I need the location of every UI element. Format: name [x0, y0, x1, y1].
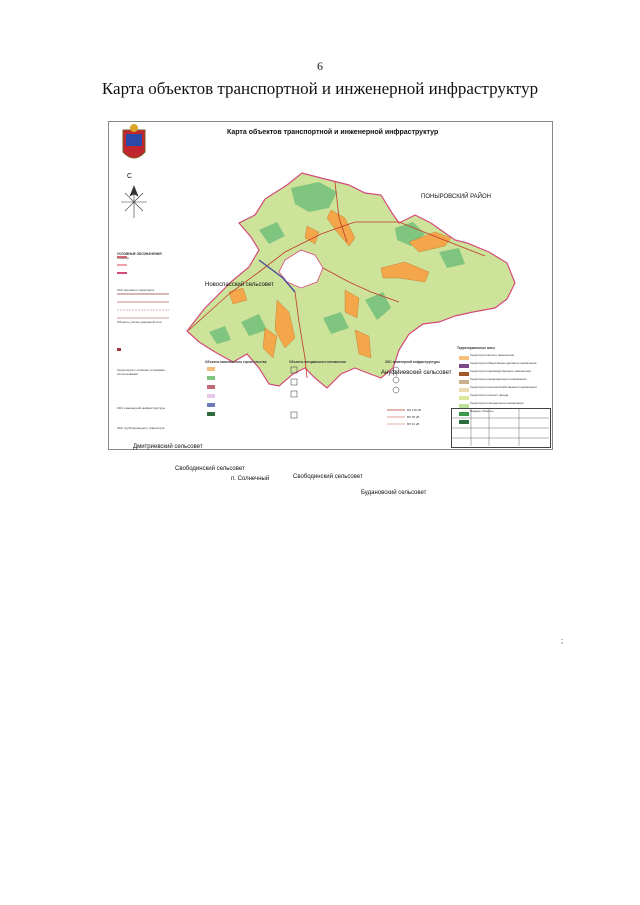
- area-label-novospassky: Новоспасский сельсовет: [205, 282, 274, 288]
- area-label-svobodinsky-east: Свободинский сельсовет: [293, 474, 363, 480]
- page-title: Карта объектов транспортной и инженерной инфраструктур: [101, 79, 539, 98]
- legend-left-group-3: Объекты улично-дорожной сети: [117, 320, 162, 324]
- area-label-dmitrievsky: Дмитриевский сельсовет: [133, 444, 203, 450]
- map-title: Карта объектов транспортной и инженерной инфраструктур: [227, 129, 439, 136]
- power-line-110: ВЛ 110 кВ: [407, 408, 421, 412]
- legend-right-group-5: Территории сельскохозяйственного назначения: [470, 385, 537, 389]
- legend-bottom-group-3: ОКС инженерной инфраструктуры: [385, 360, 440, 364]
- area-label-ponyrovsky: ПОНЫРОВСКИЙ РАЙОН: [421, 194, 491, 200]
- area-label-solnechny: п. Солнечный: [231, 476, 270, 482]
- map-sheet: [108, 121, 553, 496]
- legend-left-title: УСЛОВНЫЕ ОБОЗНАЧЕНИЯ: [117, 252, 162, 256]
- legend-right-group-2: Территории общественно-делового назначения: [470, 361, 537, 365]
- area-label-budanovsky: Будановский сельсовет: [361, 490, 427, 496]
- legend-left: [117, 250, 177, 430]
- legend-right-group-7: Территории специального назначения: [470, 401, 524, 405]
- legend-left-group-1: Границы: [117, 256, 129, 260]
- legend-bottom-group-1: Объекты капитального строительства: [205, 360, 267, 364]
- legend-bottom-1: [205, 358, 285, 364]
- power-line-35: ВЛ 35 кВ: [407, 415, 420, 419]
- coat-of-arms-icon: [123, 124, 145, 158]
- legend-bottom-group-2: Объекты специального назначения: [289, 360, 346, 364]
- legend-left-group-2: ОКС внешнего транспорта: [117, 288, 155, 292]
- title-block-frame: [451, 408, 551, 448]
- legend-right-group-4: Территории рекреационного назначения: [470, 377, 527, 381]
- legend-right-title: Территориальные зоны: [457, 346, 495, 350]
- power-line-10: ВЛ 10 кВ: [407, 422, 420, 426]
- legend-bottom-2: [289, 358, 379, 364]
- legend-left-group-4: Территории с особыми условиями использования: [117, 368, 165, 376]
- legend-right-group-6: Территории лесного фонда: [470, 393, 509, 397]
- legend-left-group-6: ОКС трубопроводного транспорта: [117, 426, 165, 430]
- legend-right-group-3: Территории производственного назначения: [470, 369, 531, 373]
- legend-right: [457, 344, 549, 413]
- legend-left-group-5: ОКС инженерной инфраструктуры: [117, 406, 166, 410]
- page-number: 6: [317, 59, 323, 73]
- legend-right-group-1: Территории жилого назначения: [470, 353, 514, 357]
- north-arrow-icon: [121, 186, 147, 218]
- north-label: С: [127, 173, 133, 180]
- edge-mark-icon: ;: [561, 636, 564, 645]
- legend-right-group-8: Водные объекты: [470, 409, 494, 413]
- area-label-svobodinsky-west: Свободинский сельсовет: [175, 466, 245, 472]
- area-label-anufrievsky: Ануфриевский сельсовет: [381, 370, 452, 376]
